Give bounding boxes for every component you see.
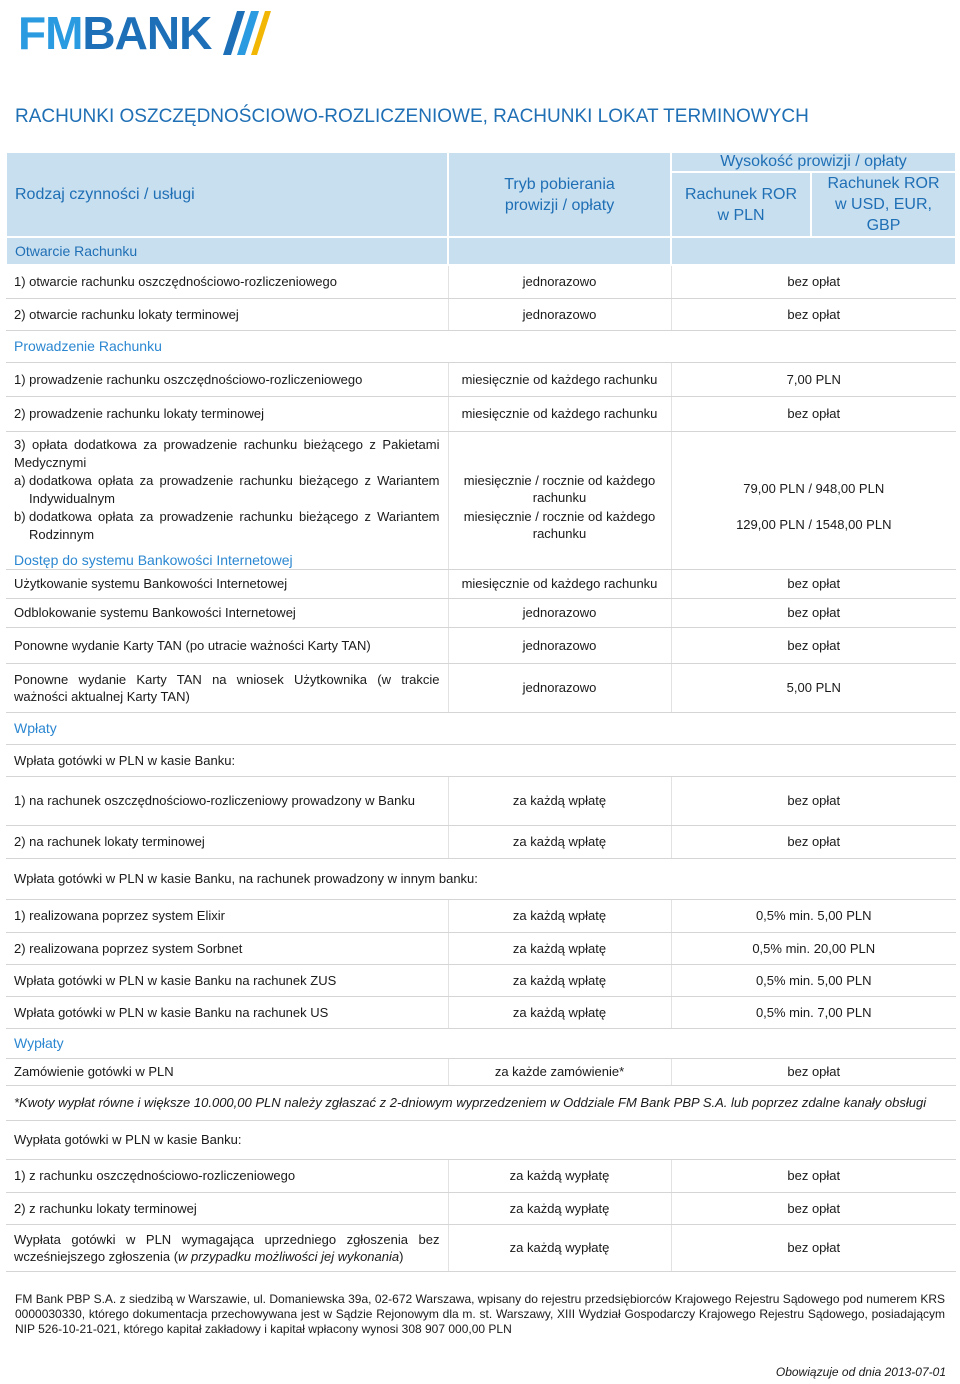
withdraw-intro-row: Wypłata gotówki w PLN w kasie Banku: [6,1120,956,1159]
table-row: 1) realizowana poprzez system Elixir za każdą wpłatę 0,5% min. 5,00 PLN [6,899,956,932]
header-row [6,152,956,172]
table-row: 1) z rachunku oszczędnościowo-rozliczeniowego za każdą wypłatę bez opłat [6,1159,956,1192]
header-ror-fx: Rachunek ROR w USD, EUR, GBP [811,172,956,237]
deposit-intro-row: Wpłata gotówki w PLN w kasie Banku: [6,744,956,776]
section-withdrawals: Wypłaty [6,1028,956,1058]
fm-bank-logo [18,4,275,62]
table-row: 1) prowadzenie rachunku oszczędnościowo-rozliczeniowego miesięcznie od każdego rachunku 7,00 PLN [6,362,956,396]
medical-packages-row: 3) opłata dodatkowa za prowadzenie rachunku bieżącego z Pakietami Medycznymi a) dodatkowa opłata za prowadzenie rachunku bieżącego z Wariantem Indywidualnym b) dodatkowa opłata za prowadzenie rachunku bieżącego z Wariantem Rodzinnym Dostęp do systemu Bankowości Internetowej miesięcznie / rocznie od każdego rachunku miesięcznie / rocznie od każdego rachunku 79,00 PLN / 948,00 PLN 129,00 PLN / 1548,00 PLN [6,431,956,569]
fee-table [5,151,957,1272]
table-row: Wpłata gotówki w PLN w kasie Banku na rachunek ZUS za każdą wpłatę 0,5% min. 5,00 PLN [6,964,956,996]
section-maintenance: Prowadzenie Rachunku [6,330,956,362]
table-row: 1) otwarcie rachunku oszczędnościowo-rozliczeniowego jednorazowo bez opłat [6,265,956,298]
table-row: 2) z rachunku lokaty terminowej za każdą wypłatę bez opłat [6,1192,956,1224]
section-internet-banking: Dostęp do systemu Bankowości Internetowej [14,551,293,568]
table-row: 2) na rachunek lokaty terminowej za każdą wpłatę bez opłat [6,825,956,858]
withdrawal-note-row: *Kwoty wypłat równe i większe 10.000,00 PLN należy zgłaszać z 2-dniowym wyprzedzeniem w Oddziale FM Bank PBP S.A. lub poprzez zdalne kanały obsługi [6,1085,956,1120]
table-row: 1) na rachunek oszczędnościowo-rozliczeniowy prowadzony w Banku za każdą wpłatę bez opłat [6,776,956,825]
table-row: Ponowne wydanie Karty TAN (po utracie ważności Karty TAN) jednorazowo bez opłat [6,627,956,663]
header-ror-pln: Rachunek ROR w PLN [671,172,811,237]
table-row: Zamówienie gotówki w PLN za każde zamówienie* bez opłat [6,1058,956,1085]
deposit-other-intro-row: Wpłata gotówki w PLN w kasie Banku, na rachunek prowadzony w innym banku: [6,858,956,899]
document-title: RACHUNKI OSZCZĘDNOŚCIOWO-ROZLICZENIOWE, RACHUNKI LOKAT TERMINOWYCH [15,106,809,127]
table-row: 2) realizowana poprzez system Sorbnet za każdą wpłatę 0,5% min. 20,00 PLN [6,932,956,964]
header-mode: Tryb pobierania prowizji / opłaty [448,152,671,237]
section-open-account: Otwarcie Rachunku [6,237,956,265]
table-row: Odblokowanie systemu Bankowości Internetowej jednorazowo bez opłat [6,598,956,627]
legal-footer: FM Bank PBP S.A. z siedzibą w Warszawie, ul. Domaniewska 39a, 02-672 Warszawa, wpisany do rejestru przedsiębiorców Krajowego Rejestru Sądowego pod numerem KRS 0000030330, którego dokumentacja przechowywana jest w Sądzie Rejonowym dla m. st. Warszawy, XIII Wydział Gospodarczy Krajowego Rejestru Sądowego, posiadającym NIP 526-10-21-021, którego kapitał zakładowy i kapitał wpłacony wynosi 308 907 000,00 PLN [15,1292,945,1336]
table-row: Wypłata gotówki w PLN wymagająca uprzedniego zgłoszenia bez wcześniejszego zgłoszenia (w przypadku możliwości jej wykonania) za każdą wypłatę bez opłat [6,1224,956,1271]
section-deposits: Wpłaty [6,712,956,744]
header-service: Rodzaj czynności / usługi [6,152,448,237]
logo-wordmark: FMBANK [18,7,212,59]
valid-from-date: Obowiązuje od dnia 2013-07-01 [775,1365,946,1379]
table-row: Wpłata gotówki w PLN w kasie Banku na rachunek US za każdą wpłatę 0,5% min. 7,00 PLN [6,996,956,1028]
table-row: Użytkowanie systemu Bankowości Internetowej miesięcznie od każdego rachunku bez opłat [6,569,956,598]
logo-emblem-icon [215,5,275,61]
table-row: 2) otwarcie rachunku lokaty terminowej jednorazowo bez opłat [6,298,956,330]
table-row: Ponowne wydanie Karty TAN na wniosek Użytkownika (w trakcie ważności aktualnej Karty TAN) jednorazowo 5,00 PLN [6,663,956,712]
table-row: 2) prowadzenie rachunku lokaty terminowej miesięcznie od każdego rachunku bez opłat [6,396,956,431]
header-fee: Wysokość prowizji / opłaty [671,152,956,172]
